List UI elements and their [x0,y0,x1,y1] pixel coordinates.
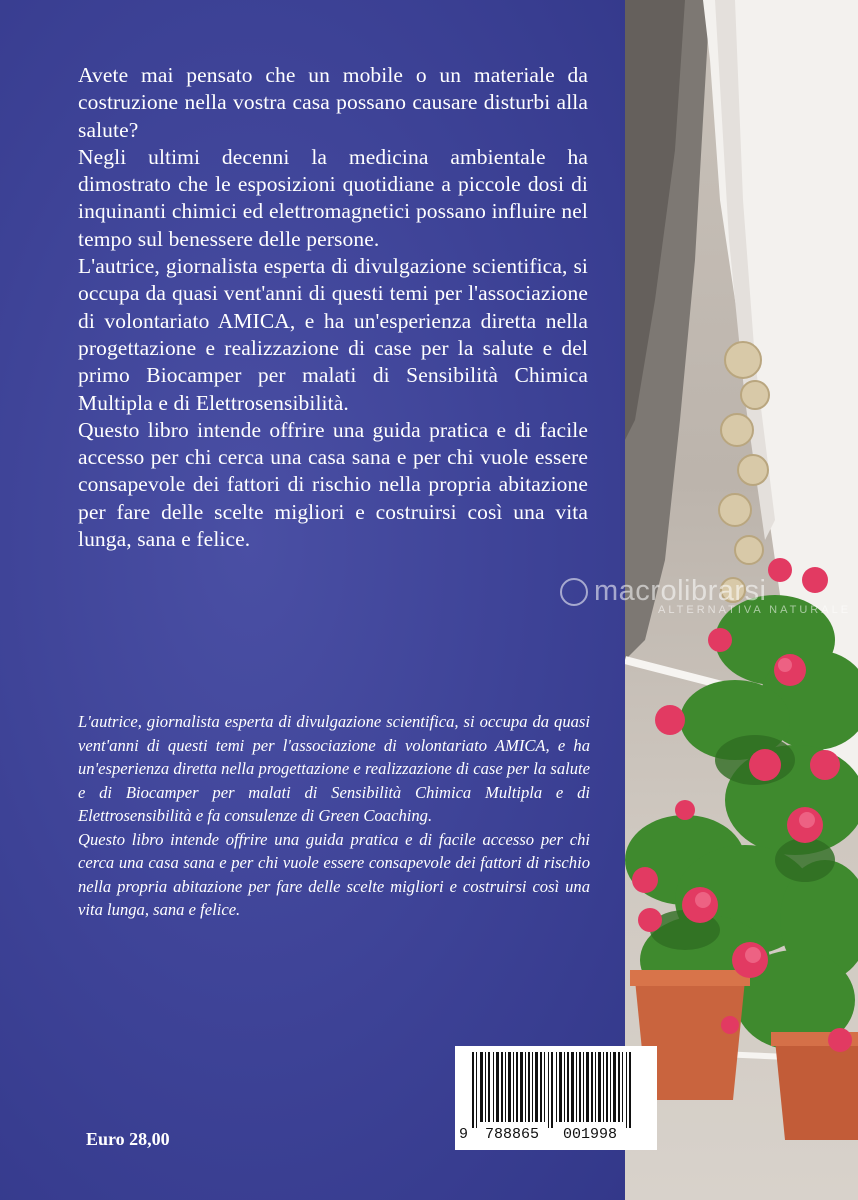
blurb-main [78,62,588,553]
author-bio-italic [78,710,590,922]
barcode [455,1046,657,1150]
price-label: Euro 28,00 [86,1129,170,1149]
blurb-paragraph-4: Questo libro intende offrire una guida pratica e di facile accesso per chi cerca una casa sana e per chi vuole essere consapevole dei fattori di rischio nella propria abitazione per fare delle scelte migliori e costruirsi così una vita lunga, sana e felice. [78,417,588,552]
italic-paragraph-2: Questo libro intende offrire una guida pratica e di facile accesso per chi cerca una casa sana e per chi vuole essere consapevole dei fattori di rischio nella propria abitazione per fare delle scelte migliori e costruirsi così una vita lunga, sana e felice. [78,829,590,919]
watermark-tagline: ALTERNATIVA NATURALE [658,604,852,616]
blurb-paragraph-1: Avete mai pensato che un mobile o un materiale da costruzione nella vostra casa possano causare disturbi alla salute? [78,63,588,142]
blurb-paragraph-2: Negli ultimi decenni la medicina ambientale ha dimostrato che le esposizioni quotidiane a piccole dosi di inquinanti chimici ed elettromagnetici possano influire nel tempo sul benessere delle persone. [78,144,588,251]
isbn-group-2: 001998 [563,1126,618,1143]
italic-paragraph-1: L'autrice, giornalista esperta di divulgazione scientifica, si occupa da quasi vent'anni di questi temi per l'associazione di volontariato AMICA, e ha un'esperienza diretta nella progettazione e realizzazione di case per la salute e di Biocamper per malati di Sensibilità Chimica Multipla e di Elettrosensibilità e fa consulenze di Green Coaching. [78,712,590,825]
isbn-group-1: 788865 [485,1126,540,1143]
watermark-brand: macrolibrarsi [594,575,767,607]
isbn-lead-digit: 9 [459,1126,469,1143]
watermark-circle-icon [560,578,588,606]
blurb-paragraph-3: L'autrice, giornalista esperta di divulgazione scientifica, si occupa da quasi vent'anni di questi temi per l'associazione di volontariato AMICA, e ha un'esperienza diretta nella progettazione e realizzazione di case per la salute e del primo Biocamper per malati di Sensibilità Chimica Multipla e di Elettrosensibilità. [78,254,588,415]
watermark [560,575,851,616]
